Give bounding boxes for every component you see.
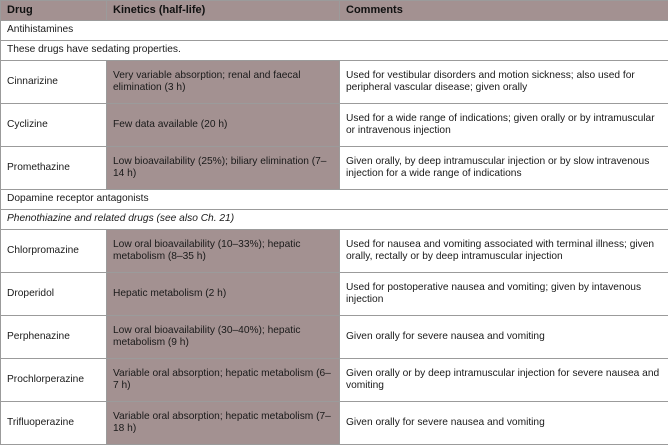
section-phenothiazine: Phenothiazine and related drugs (see also Ch. 21) — [1, 210, 668, 230]
drug-comments: Given orally, by deep intramuscular injection or by slow intravenous injection for a wide range of indications — [340, 147, 668, 190]
header-drug: Drug — [1, 1, 107, 21]
drug-comments: Used for vestibular disorders and motion sickness; also used for peripheral vascular disease; given orally — [340, 61, 668, 104]
section-note: These drugs have sedating properties. — [1, 41, 668, 61]
drug-name: Trifluoperazine — [1, 402, 107, 445]
header-row — [1, 1, 668, 21]
drug-name: Chlorpromazine — [1, 230, 107, 273]
drug-kinetics: Low oral bioavailability (30–40%); hepatic metabolism (9 h) — [107, 316, 340, 359]
drug-kinetics: Variable oral absorption; hepatic metabolism (7–18 h) — [107, 402, 340, 445]
header-comments: Comments — [340, 1, 668, 21]
drug-comments: Used for a wide range of indications; given orally or by intramuscular or intravenous injection — [340, 104, 668, 147]
drug-kinetics: Variable oral absorption; hepatic metabolism (6–7 h) — [107, 359, 340, 402]
drug-name: Droperidol — [1, 273, 107, 316]
section-row — [1, 41, 668, 61]
table-row — [1, 147, 668, 190]
table-row — [1, 61, 668, 104]
table-row — [1, 104, 668, 147]
drug-comments: Used for nausea and vomiting associated with terminal illness; given orally, rectally or by deep intramuscular injection — [340, 230, 668, 273]
drug-comments: Given orally for severe nausea and vomiting — [340, 402, 668, 445]
drug-kinetics: Low oral bioavailability (10–33%); hepatic metabolism (8–35 h) — [107, 230, 340, 273]
table-row — [1, 230, 668, 273]
drug-comments: Used for postoperative nausea and vomiting; given by intavenous injection — [340, 273, 668, 316]
drug-kinetics: Few data available (20 h) — [107, 104, 340, 147]
section-antihistamines: Antihistamines — [1, 21, 668, 41]
section-row — [1, 190, 668, 210]
table-row — [1, 359, 668, 402]
table-row — [1, 273, 668, 316]
table-row — [1, 402, 668, 445]
drug-kinetics: Low bioavailability (25%); biliary elimination (7–14 h) — [107, 147, 340, 190]
table-row — [1, 316, 668, 359]
drug-kinetics: Hepatic metabolism (2 h) — [107, 273, 340, 316]
section-dopamine: Dopamine receptor antagonists — [1, 190, 668, 210]
drug-name: Prochlorperazine — [1, 359, 107, 402]
header-kinetics: Kinetics (half-life) — [107, 1, 340, 21]
drug-comments: Given orally or by deep intramuscular injection for severe nausea and vomiting — [340, 359, 668, 402]
drug-name: Promethazine — [1, 147, 107, 190]
drug-comments: Given orally for severe nausea and vomiting — [340, 316, 668, 359]
drug-name: Cinnarizine — [1, 61, 107, 104]
section-row — [1, 210, 668, 230]
drug-name: Cyclizine — [1, 104, 107, 147]
section-row — [1, 21, 668, 41]
drug-name: Perphenazine — [1, 316, 107, 359]
drug-kinetics: Very variable absorption; renal and faecal elimination (3 h) — [107, 61, 340, 104]
